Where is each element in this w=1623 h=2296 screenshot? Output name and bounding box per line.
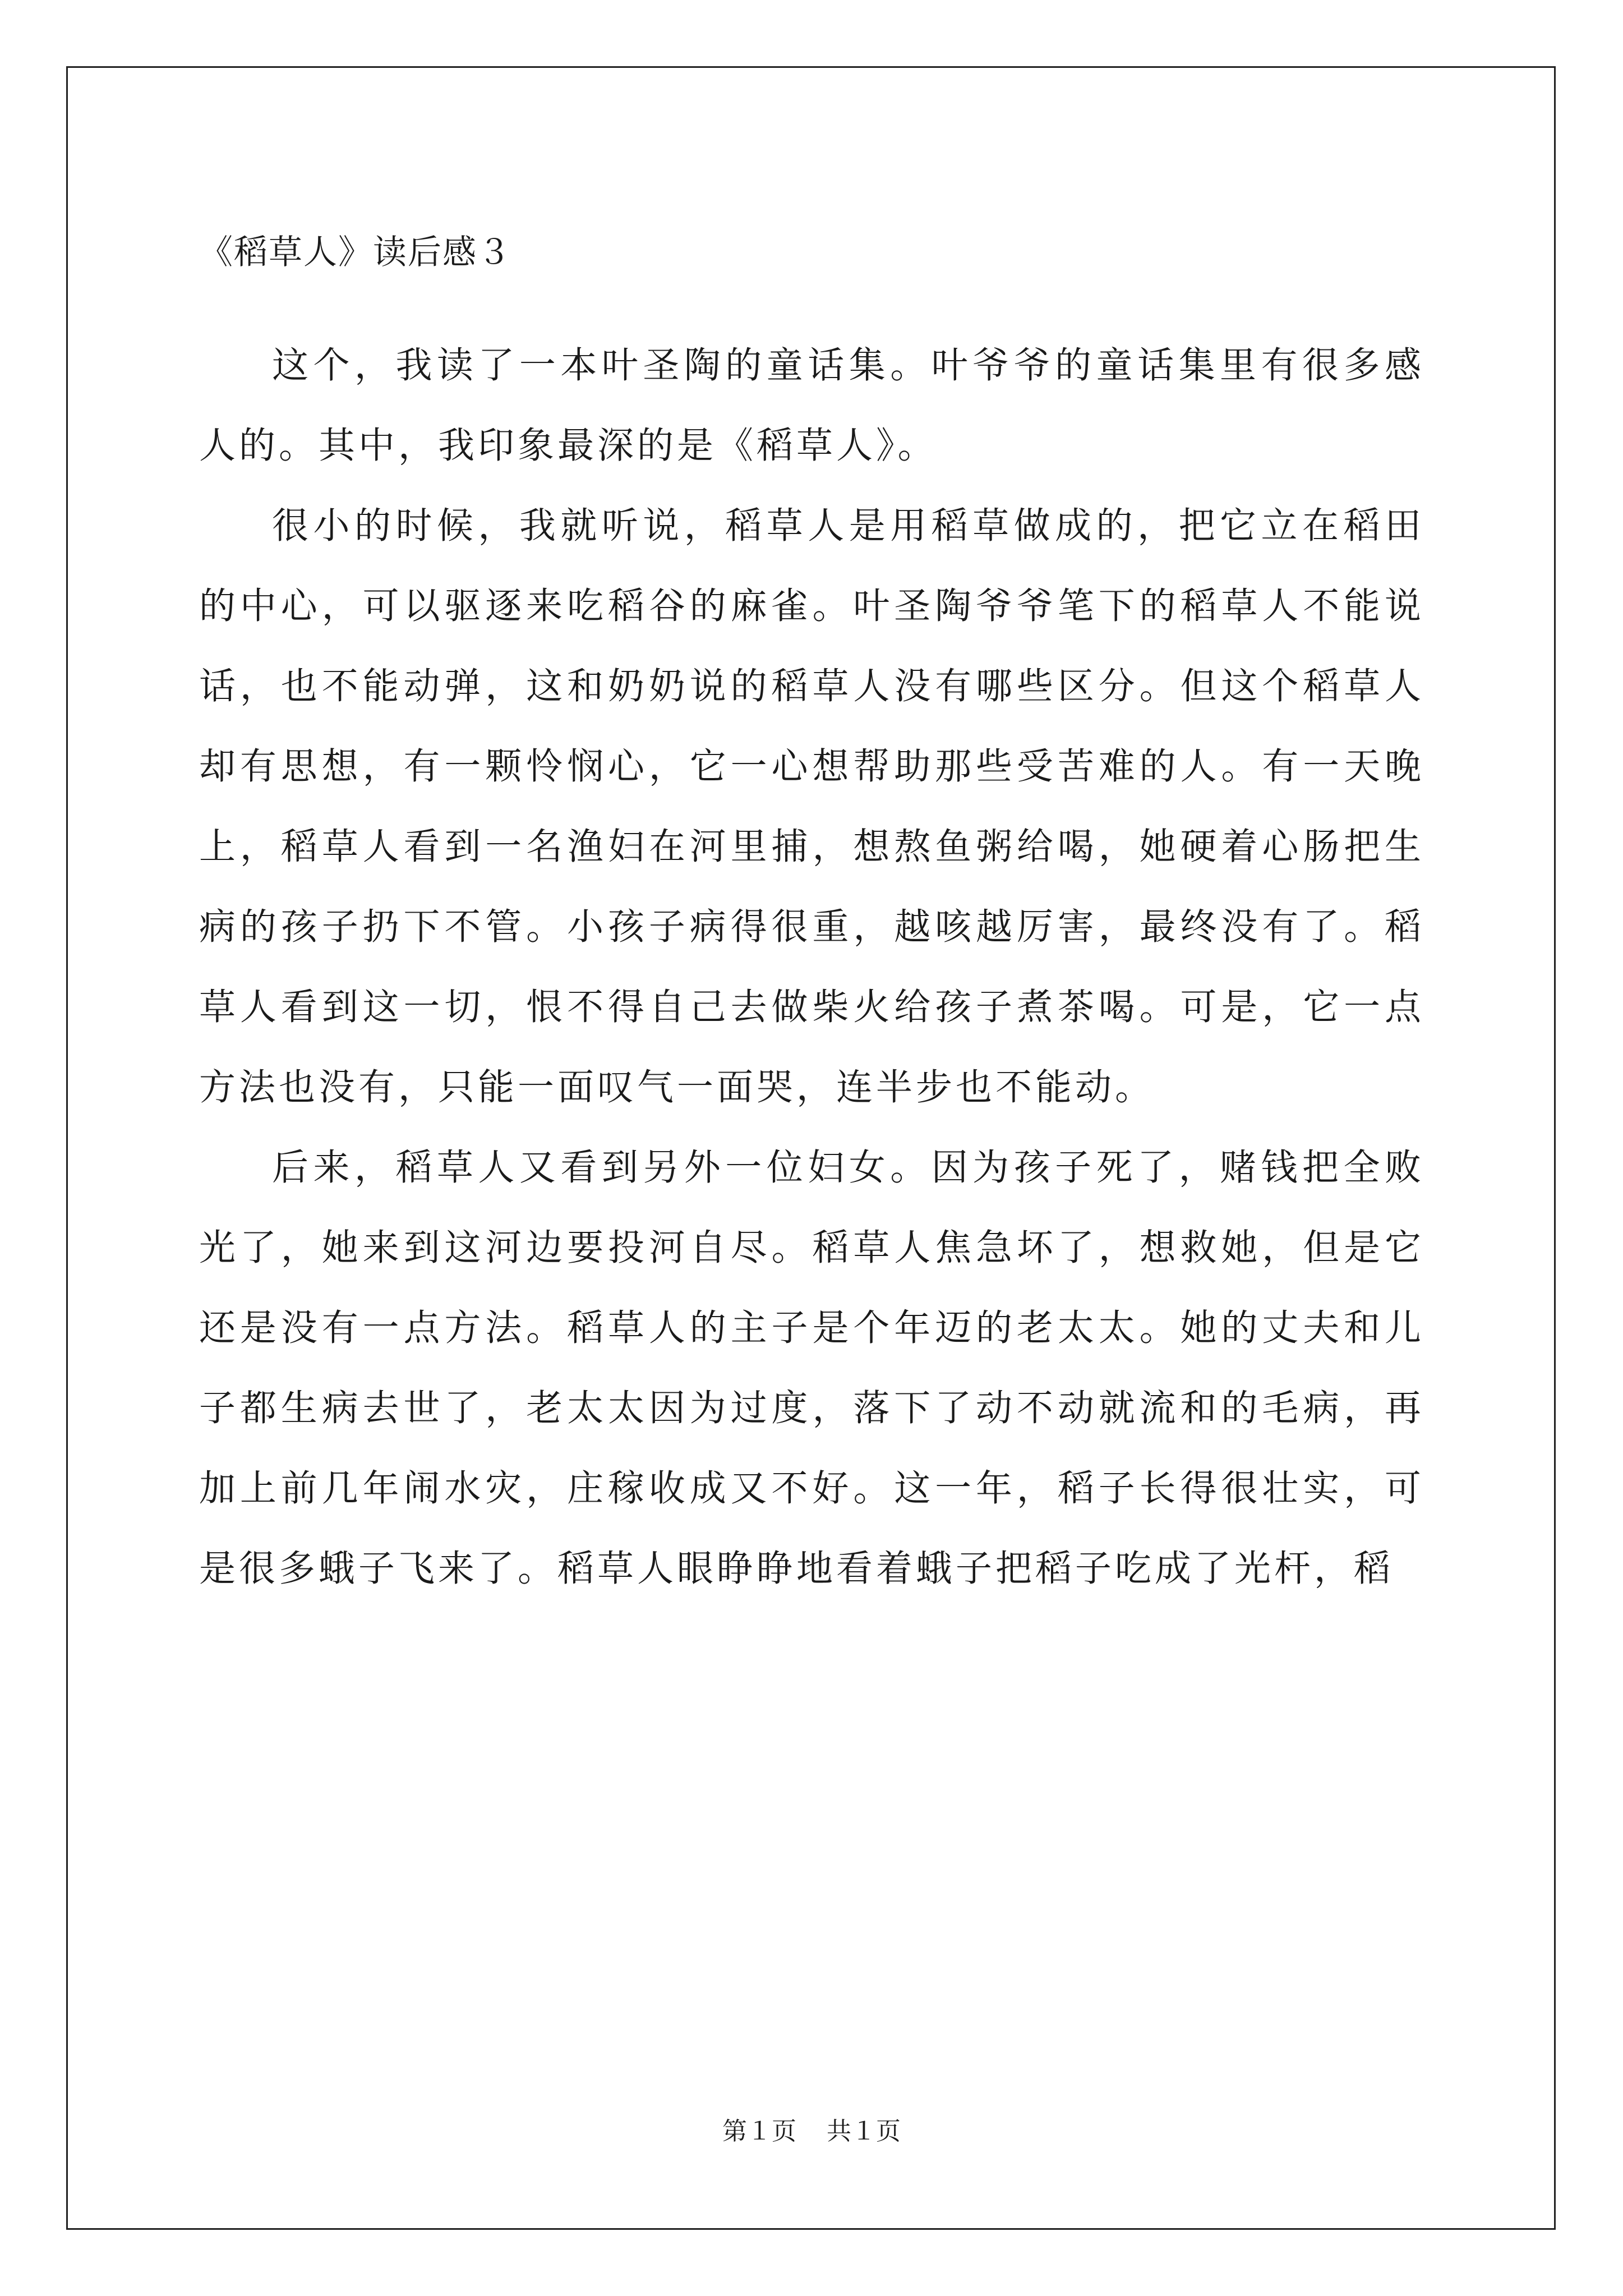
paragraph-2: 很小的时候，我就听说，稻草人是用稻草做成的，把它立在稻田的中心，可以驱逐来吃稻谷的麻雀。叶圣陶爷爷笔下的稻草人不能说话，也不能动弹，这和奶奶说的稻草人没有哪些区分。但这个稻草人却有思想，有一颗怜悯心，它一心想帮助那些受苦难的人。有一天晚上，稻草人看到一名渔妇在河里捕，想熬鱼粥给喝，她硬着心肠把生病的孩子扔下不管。小孩子病得很重，越咳越厉害，最终没有了。稻草人看到这一切，恨不得自己去做柴火给孩子煮茶喝。可是，它一点方法也没有，只能一面叹气一面哭，连半步也不能动。 xyxy=(199,505,1424,1108)
paragraph-1: 这个，我读了一本叶圣陶的童话集。叶爷爷的童话集里有很多感人的。其中，我印象最深的是《稻草人》。 xyxy=(199,344,1424,467)
paragraph-3: 后来，稻草人又看到另外一位妇女。因为孩子死了，赌钱把全败光了，她来到这河边要投河自尽。稻草人焦急坏了，想救她，但是它还是没有一点方法。稻草人的主子是个年迈的老太太。她的丈夫和儿子都生病去世了，老太太因为过度，落下了动不动就流和的毛病，再加上前几年闹水灾，庄稼收成又不好。这一年，稻子长得很壮实，可是很多蛾子飞来了。稻草人眼睁睁地看着蛾子把稻子吃成了光杆，稻 xyxy=(199,1147,1424,1590)
page-number: 第１页 xyxy=(722,2117,796,2146)
page-footer xyxy=(0,2115,1623,2148)
document-title: 《稻草人》读后感３ xyxy=(199,233,512,272)
document-body xyxy=(199,219,1424,1609)
page-total: 共１页 xyxy=(827,2117,901,2146)
